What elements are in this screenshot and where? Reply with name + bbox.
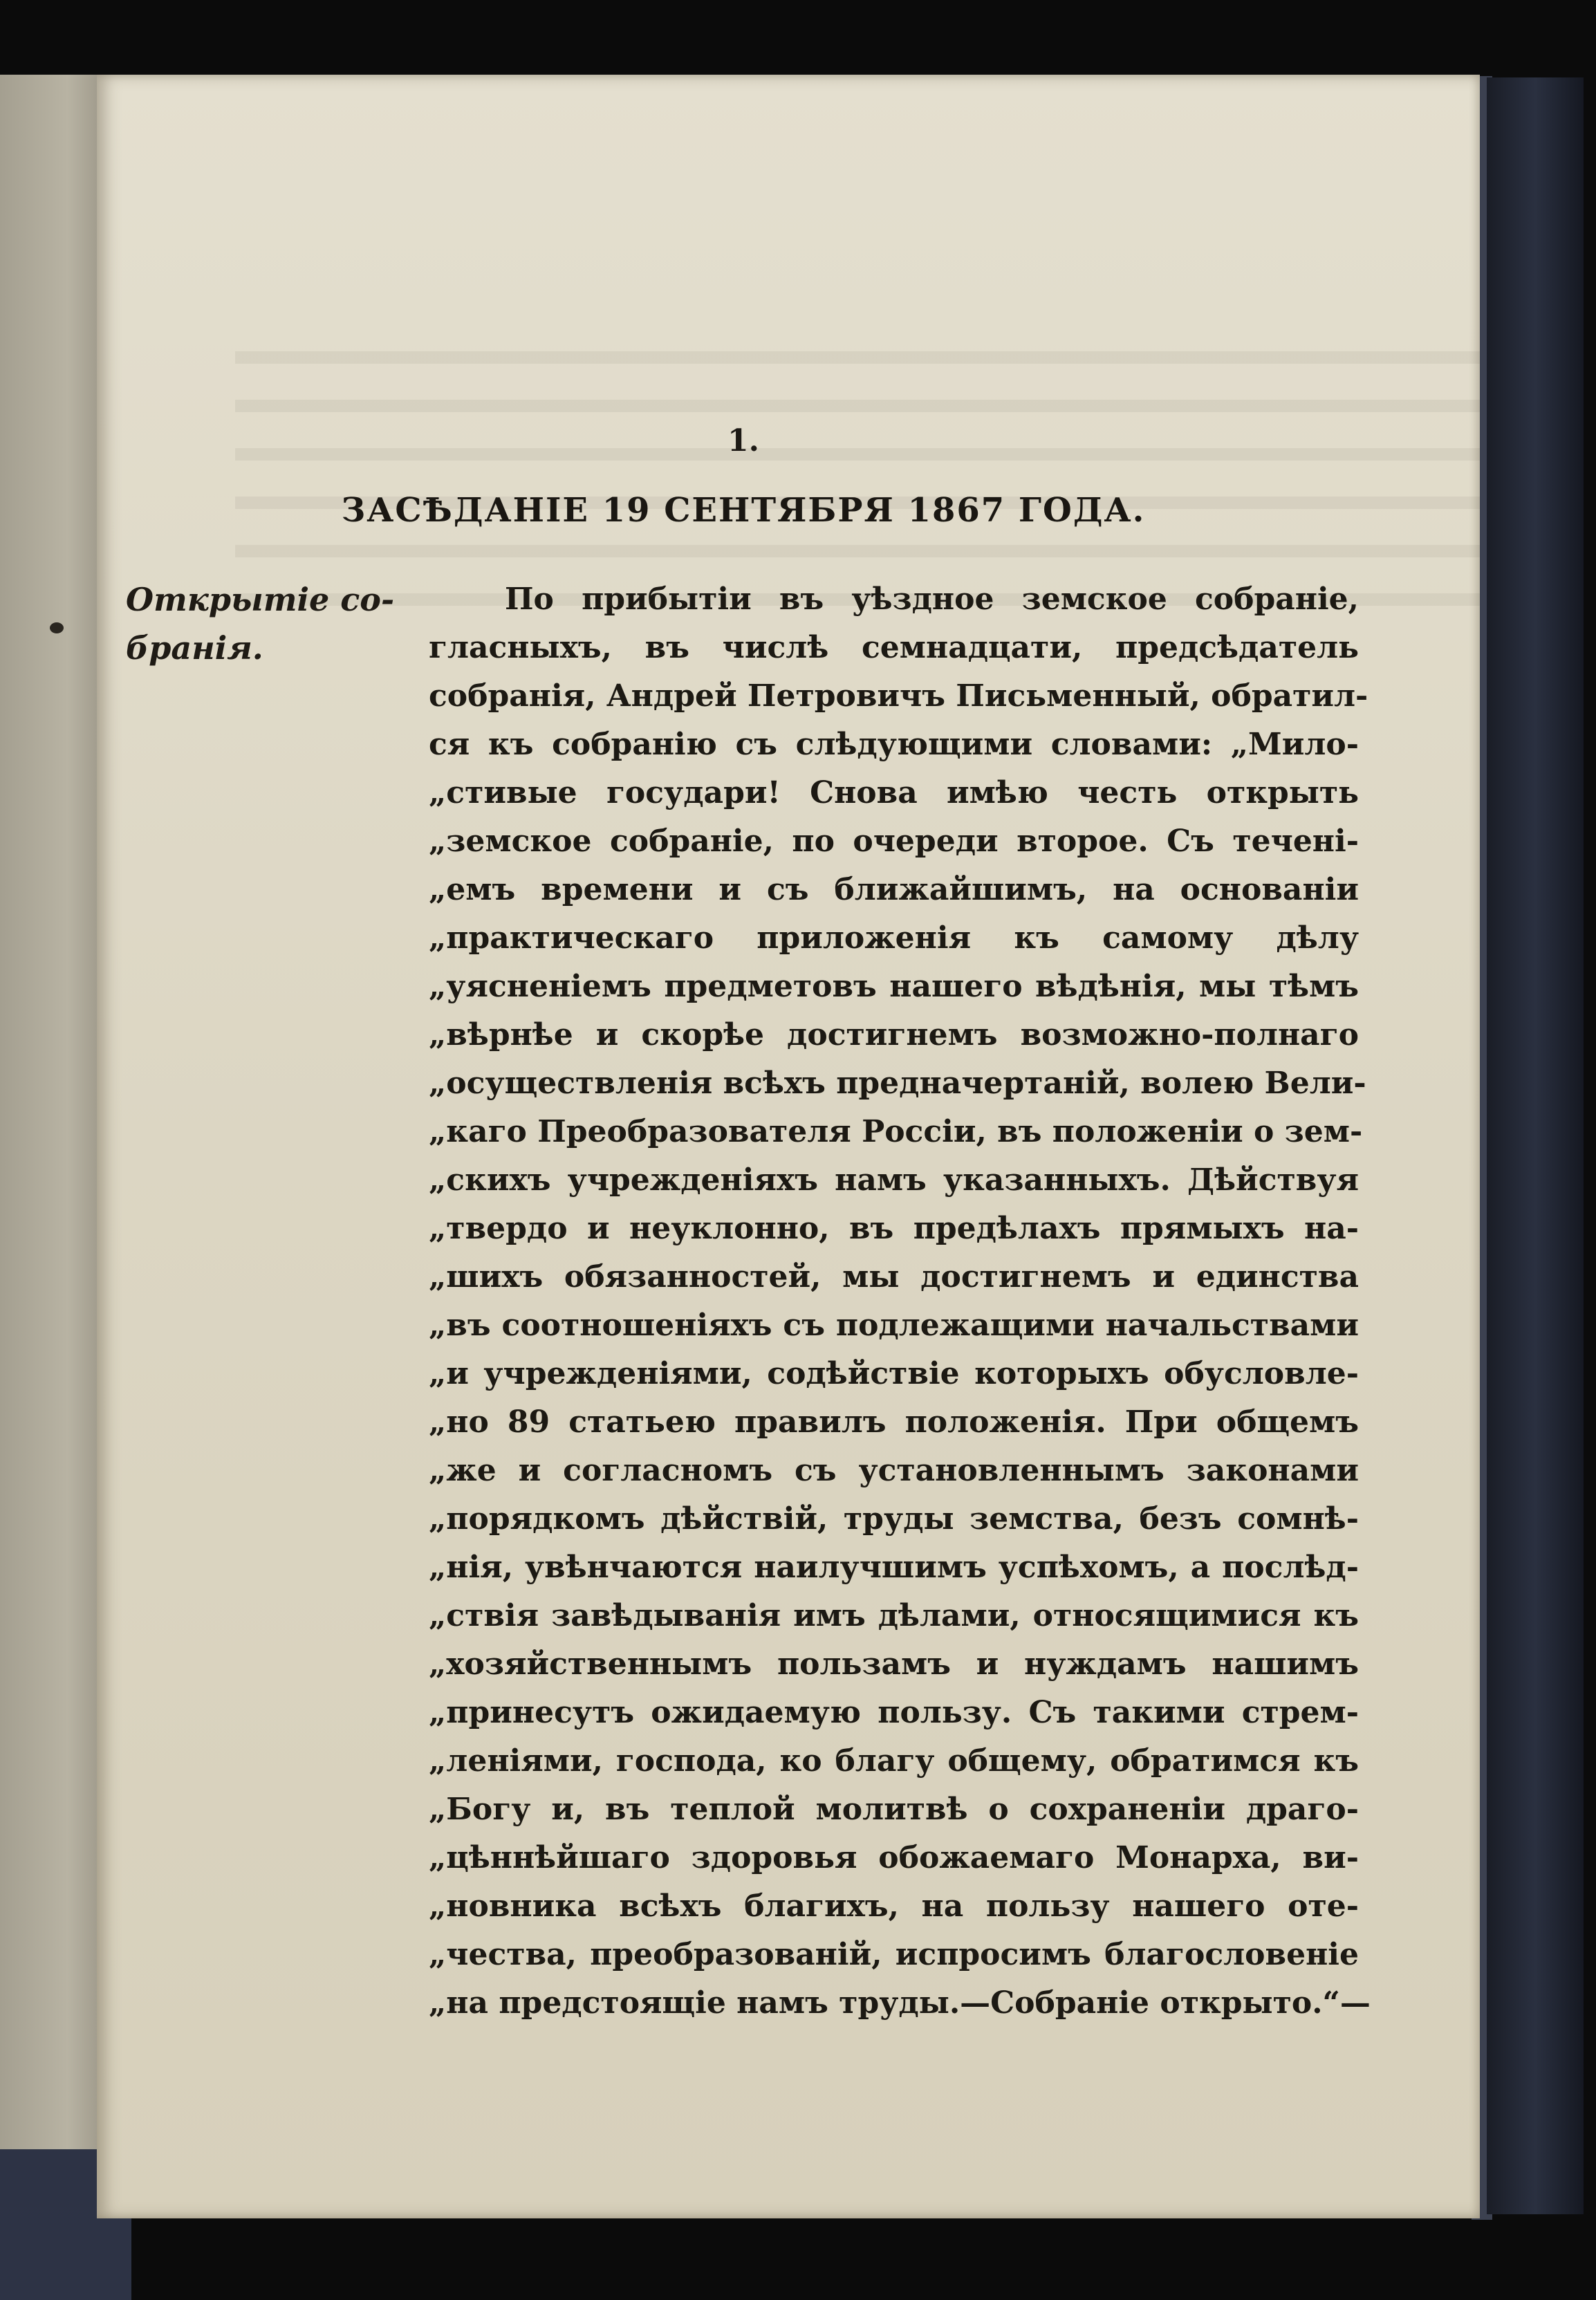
text-line: „уясненіемъ предметовъ нашего вѣдѣнія, мы тѣмъ [429,969,1359,1004]
book-cover-right [1487,77,1584,2214]
text-line: „Богу и, въ теплой молитвѣ о сохраненіи драго- [429,1792,1359,1827]
text-line: „нія, увѣнчаются наилучшимъ успѣхомъ, а послѣд- [429,1550,1359,1585]
text-line: гласныхъ, въ числѣ семнадцати, предсѣдатель [429,630,1359,665]
text-line: „земское собраніе, по очереди второе. Съ теченi- [429,824,1359,859]
text-line: „вѣрнѣе и скорѣе достигнемъ возможно-полнаго [429,1017,1359,1052]
text-line: „и учрежденіями, содѣйствіе которыхъ обусловле- [429,1356,1359,1391]
section-number: 1. [727,423,759,458]
text-line: „практическаго приложенія къ самому дѣлу [429,920,1359,956]
text-line: „но 89 статьею правилъ положенія. При общемъ [429,1404,1359,1440]
marginal-note [126,575,416,672]
text-line: „каго Преобразователя Россіи, въ положеніи о зем- [429,1114,1363,1149]
text-line: „принесутъ ожидаемую пользу. Съ такими стрем- [429,1695,1359,1730]
text-line: собранія, Андрей Петровичъ Письменный, обратил- [429,678,1368,714]
marginal-note-line: Открытіе со- [126,581,395,618]
paper-speck [50,622,64,633]
text-line: „скихъ учрежденіяхъ намъ указанныхъ. Дѣйствуя [429,1162,1359,1198]
text-line: „шихъ обязанностей, мы достигнемъ и единства [429,1259,1359,1295]
section-title: ЗАСѢДАНІЕ 19 СЕНТЯБРЯ 1867 ГОДА. [341,491,1146,530]
text-line: „леніями, господа, ко благу общему, обратимся къ [429,1743,1359,1779]
text-line: „же и согласномъ съ установленнымъ законами [429,1453,1359,1488]
text-line: „твердо и неуклонно, въ предѣлахъ прямыхъ на- [429,1211,1359,1246]
text-line: „чества, преобразованій, испросимъ благословеніе [429,1937,1359,1972]
text-line: По прибытіи въ уѣздное земское собраніе, [505,582,1359,617]
text-line: „въ соотношеніяхъ съ подлежащими начальствами [429,1308,1359,1343]
text-line: „стивые государи! Снова имѣю честь открыть [429,775,1359,810]
text-line: „хозяйственнымъ пользамъ и нуждамъ нашимъ [429,1647,1359,1682]
marginal-note-line: бранія. [126,629,263,667]
text-line: ся къ собранію съ слѣдующими словами: „Мило- [429,727,1359,762]
text-line: „осуществленія всѣхъ предначертаній, волею Вели- [429,1066,1366,1101]
body-paragraph [429,575,1371,2028]
text-line: „емъ времени и съ ближайшимъ, на основаніи [429,872,1359,907]
text-line: „цѣннѣйшаго здоровья обожаемаго Монарха, ви- [429,1840,1359,1875]
text-line: „на предстоящіе намъ труды.—Собраніе открыто.“— [429,1985,1371,2021]
text-line: „порядкомъ дѣйствій, труды земства, безъ сомнѣ- [429,1501,1359,1537]
text-line: „новника всѣхъ благихъ, на пользу нашего оте- [429,1889,1359,1924]
text-line: „ствія завѣдыванія имъ дѣлами, относящимися къ [429,1598,1359,1633]
